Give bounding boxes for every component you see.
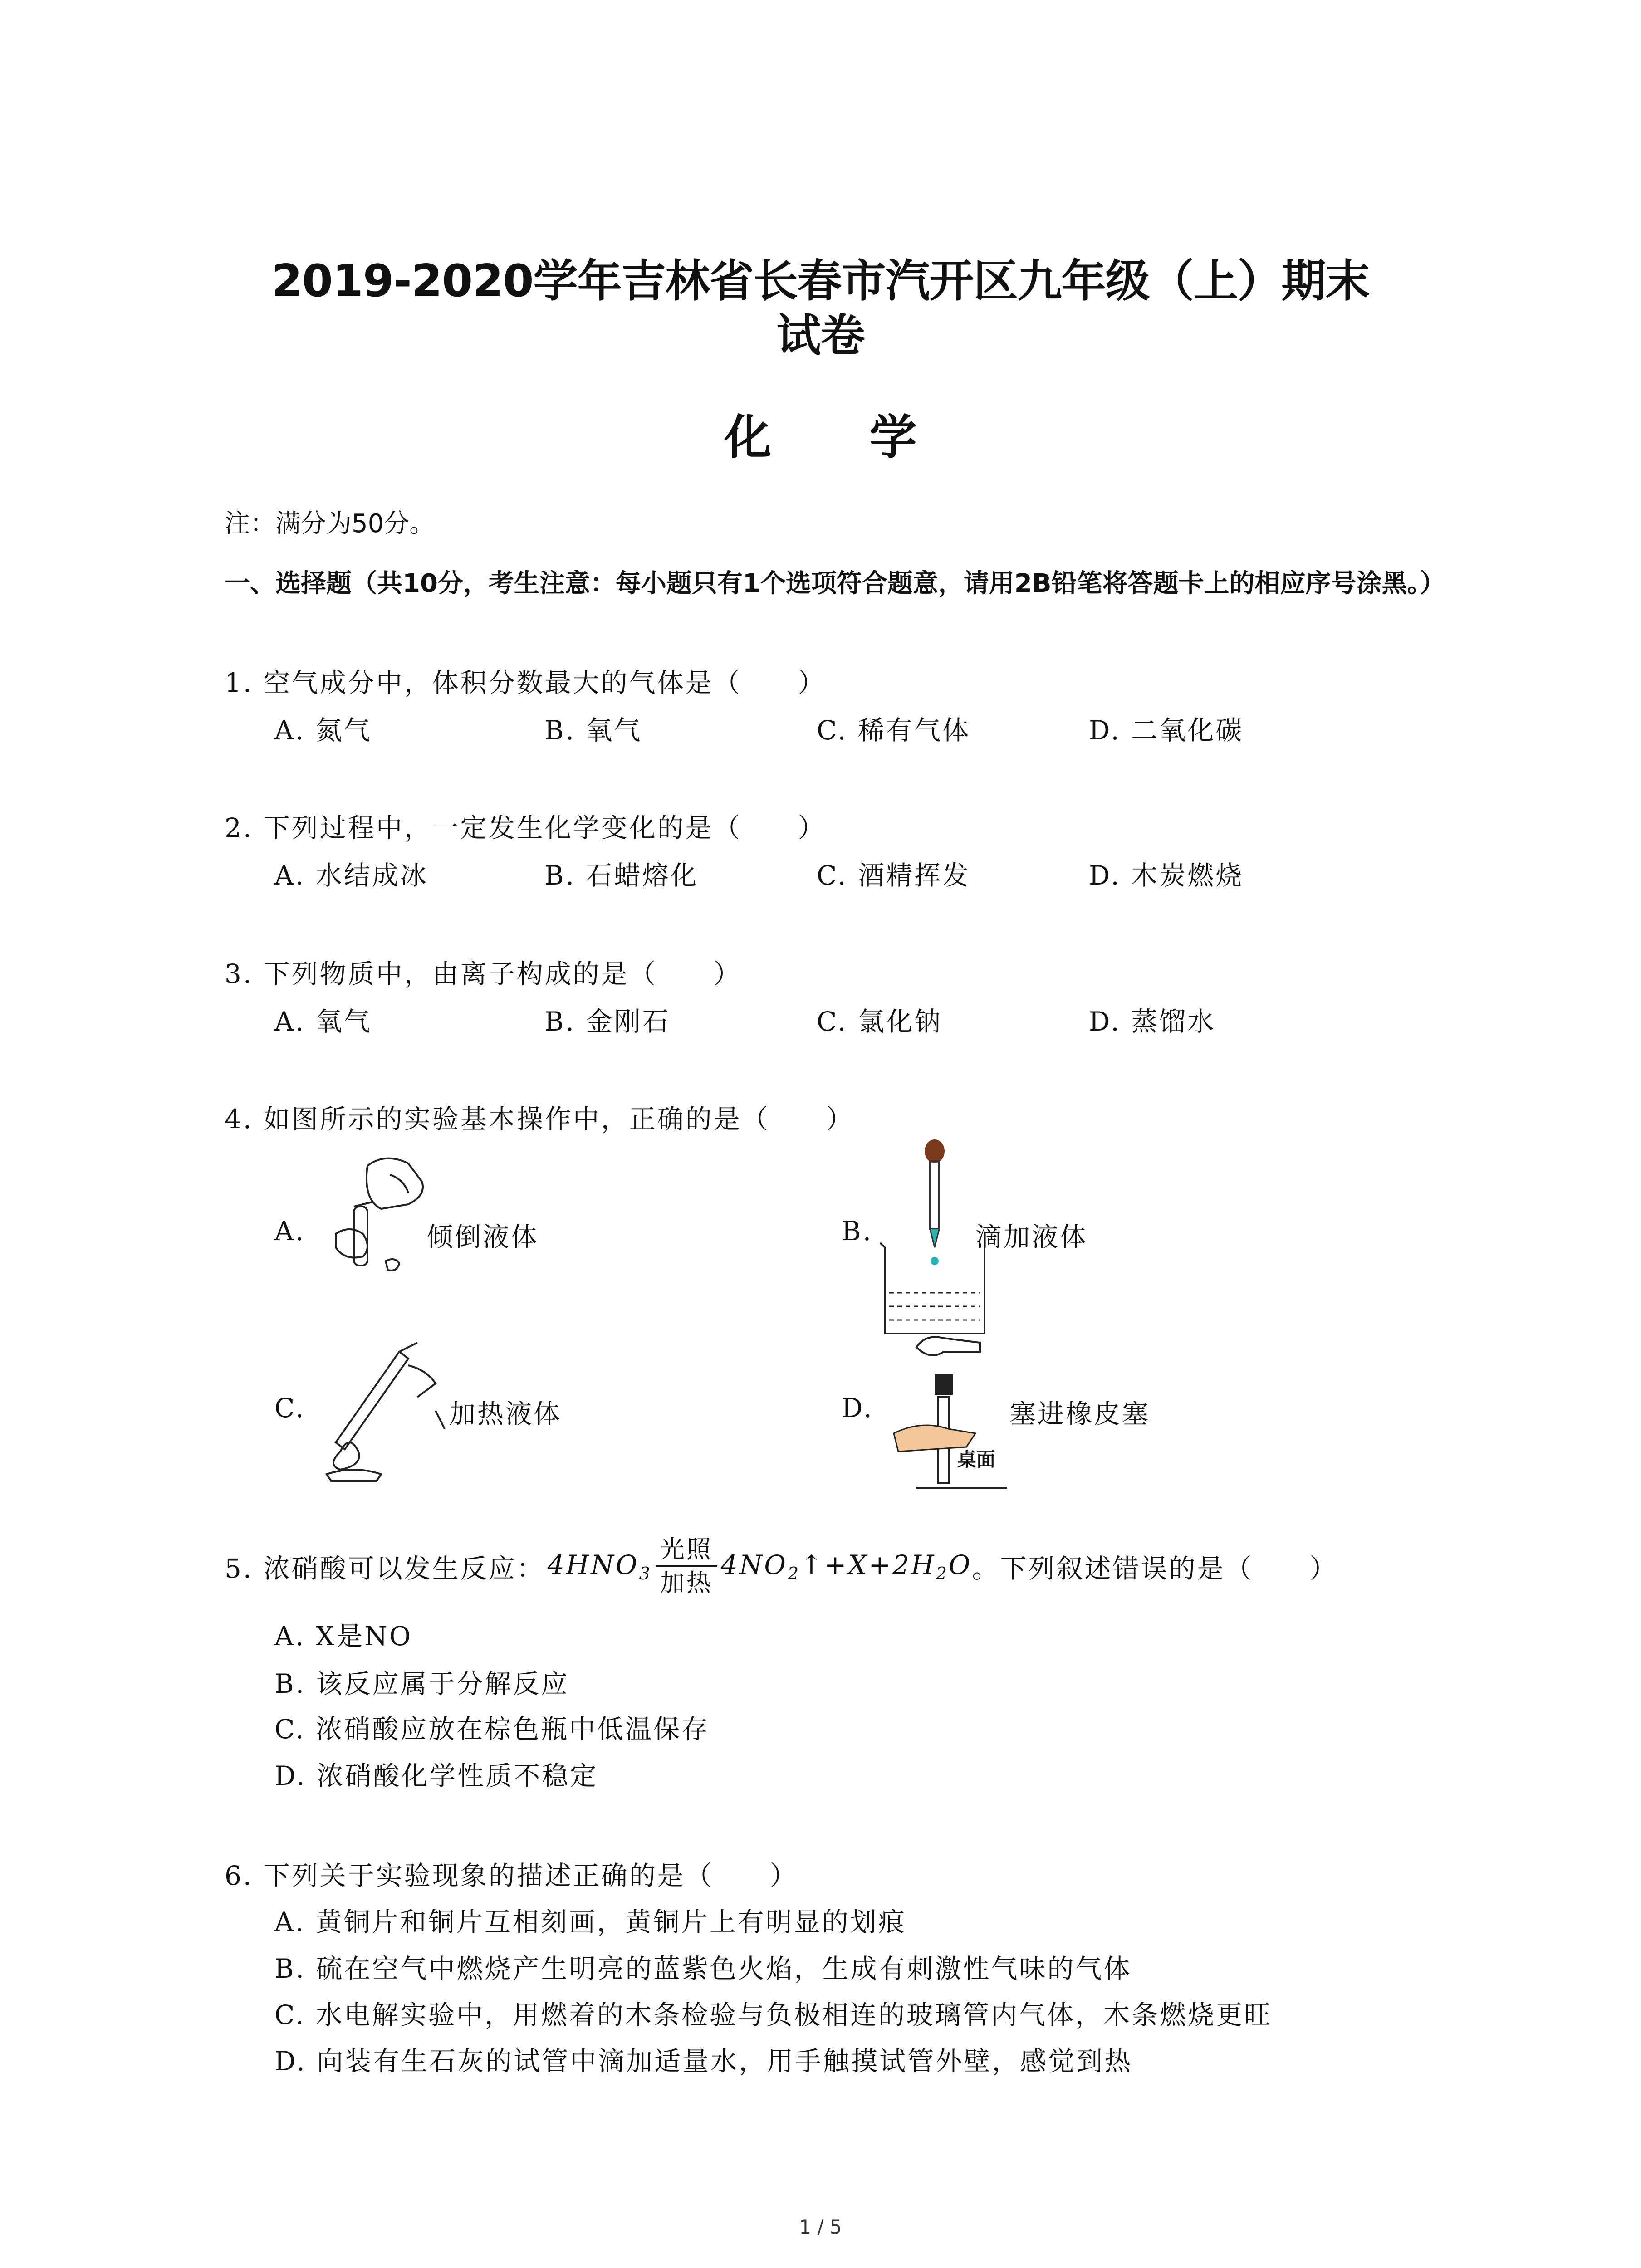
- q4-option-d-caption: 塞进橡皮塞: [1009, 1398, 1151, 1429]
- question-6-stem: 6. 下列关于实验现象的描述正确的是（ ）: [225, 1860, 798, 1891]
- q3-option-c: C. 氯化钠: [817, 1006, 943, 1037]
- q4-option-d-letter: D.: [842, 1393, 874, 1423]
- q6-option-d: D. 向装有生石灰的试管中滴加适量水，用手触摸试管外壁，感觉到热: [274, 2046, 1133, 2077]
- q3-option-b: B. 金刚石: [544, 1006, 671, 1037]
- q5-stem-prefix: 5. 浓硝酸可以发生反应：: [225, 1553, 545, 1584]
- q1-option-c: C. 稀有气体: [817, 715, 971, 746]
- heating-liquid-figure: [318, 1338, 454, 1483]
- q6-option-b: B. 硫在空气中燃烧产生明亮的蓝紫色火焰，生成有刺激性气味的气体: [274, 1953, 1132, 1984]
- q4-option-a-caption: 倾倒液体: [426, 1222, 539, 1252]
- q6-option-a: A. 黄铜片和铜片互相刻画，黄铜片上有明显的划痕: [274, 1906, 906, 1937]
- q4-option-b-letter: B.: [842, 1216, 873, 1246]
- question-3-stem: 3. 下列物质中，由离子构成的是（ ）: [225, 958, 742, 989]
- eq-condition-heat: 加热: [660, 1569, 713, 1598]
- q5-equation-products: [721, 1549, 972, 1584]
- question-4-stem: 4. 如图所示的实验基本操作中，正确的是（ ）: [225, 1104, 854, 1134]
- q2-option-d: D. 木炭燃烧: [1089, 860, 1244, 891]
- q5-equation: [548, 1549, 652, 1584]
- pouring-liquid-figure: [318, 1148, 436, 1297]
- q5-option-a: A. X是NO: [274, 1621, 413, 1652]
- exam-title-line1: 2019-2020学年吉林省长春市汽开区九年级（上）期末: [271, 255, 1370, 307]
- question-1-stem: 1. 空气成分中，体积分数最大的气体是（ ）: [225, 667, 826, 698]
- section-heading: 一、选择题（共10分，考生注意：每小题只有1个选项符合题意，请用2B铅笔将答题卡上的相应序号涂黑。）: [225, 569, 1445, 598]
- q1-option-b: B. 氧气: [544, 715, 642, 746]
- q4-figure-label-desk: 桌面: [957, 1448, 996, 1471]
- q5-condition: [656, 1535, 717, 1597]
- q5-option-c: C. 浓硝酸应放在棕色瓶中低温保存: [274, 1714, 710, 1745]
- q2-option-c: C. 酒精挥发: [817, 860, 971, 891]
- q5-stem-suffix: 。下列叙述错误的是（ ）: [972, 1553, 1338, 1584]
- q6-option-c: C. 水电解实验中，用燃着的木条检验与负极相连的玻璃管内气体，木条燃烧更旺: [274, 1999, 1273, 2030]
- gas-arrow-icon: ↑: [800, 1549, 824, 1580]
- q4-option-a-letter: A.: [274, 1216, 306, 1246]
- q1-option-a: A. 氮气: [274, 715, 372, 746]
- q4-option-c-letter: C.: [274, 1393, 306, 1423]
- q1-option-d: D. 二氧化碳: [1089, 715, 1244, 746]
- q5-option-d: D. 浓硝酸化学性质不稳定: [274, 1760, 598, 1791]
- q2-option-a: A. 水结成冰: [274, 860, 428, 891]
- q3-option-d: D. 蒸馏水: [1089, 1006, 1216, 1037]
- inserting-stopper-figure: [885, 1329, 1021, 1501]
- eq-left-sub: 3: [639, 1563, 652, 1584]
- q4-option-b-caption: 滴加液体: [975, 1222, 1088, 1252]
- q2-option-b: B. 石蜡熔化: [544, 860, 699, 891]
- eq-right1: 4NO: [720, 1549, 788, 1580]
- subject-title: 化 学: [724, 410, 958, 465]
- exam-title-line2: 试卷: [776, 310, 865, 362]
- eq-right1-sub: 2: [787, 1563, 801, 1584]
- dropping-liquid-figure: [880, 1139, 989, 1338]
- question-5-stem: [225, 1535, 1337, 1597]
- eq-left: 4HNO: [547, 1549, 639, 1580]
- score-note: 注：满分为50分。: [225, 509, 435, 538]
- page-number: 1 / 5: [799, 2216, 842, 2238]
- eq-right3: O: [948, 1549, 972, 1580]
- q4-option-c-caption: 加热液体: [449, 1398, 562, 1429]
- q3-option-a: A. 氧气: [274, 1006, 372, 1037]
- eq-condition-light: 光照: [656, 1535, 717, 1567]
- q5-option-b: B. 该反应属于分解反应: [274, 1668, 569, 1699]
- eq-right2-sub: 2: [936, 1563, 949, 1584]
- question-2-stem: 2. 下列过程中，一定发生化学变化的是（ ）: [225, 812, 826, 843]
- eq-right2: +X+2H: [824, 1549, 936, 1580]
